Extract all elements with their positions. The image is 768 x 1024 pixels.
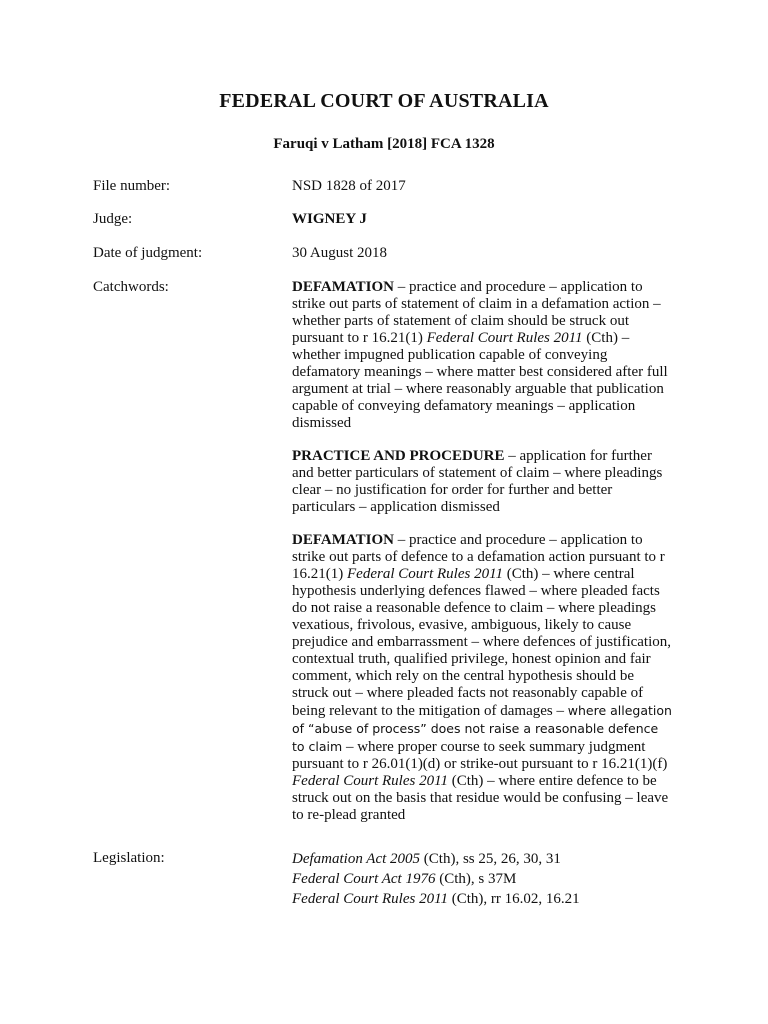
legislation-detail: (Cth), rr 16.02, 16.21 <box>447 891 580 907</box>
catchword-text: – where proper course to seek summary judgment pursuant to r 26.01(1)(d) or strike-out pursuant to r 16.21(1)(f) <box>292 739 668 772</box>
legislation-item <box>292 889 672 909</box>
legislation-list <box>292 849 672 909</box>
catchwords-label: Catchwords: <box>93 279 169 295</box>
legislation-label: Legislation: <box>93 850 165 866</box>
file-number-value: NSD 1828 of 2017 <box>292 178 406 194</box>
catchword-text: – practice and procedure – application to strike out parts of statement of claim in a defamation action – whether parts of statement of claim should be struck out pursuant to r 16.21(1) <box>292 279 661 346</box>
legislation-detail: (Cth), s 37M <box>435 871 517 887</box>
catchword-legislation-ref: Federal Court Rules 2011 <box>426 330 583 346</box>
catchword-paragraph <box>292 279 672 432</box>
date-value: 30 August 2018 <box>292 245 388 261</box>
catchword-heading: DEFAMATION <box>292 532 394 548</box>
legislation-act: Federal Court Act 1976 <box>292 871 436 887</box>
catchword-text: (Cth) – where entire defence to be struck out on the basis that residue would be confusing – leave to re-plead granted <box>292 773 669 823</box>
catchword-heading: DEFAMATION <box>292 279 394 295</box>
catchword-text: (Cth) – whether impugned publication capable of conveying defamatory meanings – where matter best considered after full argument at trial – where reasonably arguable that publication capable of conveying defamatory meanings – application dismissed <box>292 330 668 431</box>
catchword-legislation-ref: Federal Court Rules 2011 <box>347 566 503 582</box>
catchword-text: (Cth) – where central hypothesis underlying defences flawed – where pleaded facts do not raise a reasonable defence to claim – where pleadings vexatious, frivolous, evasive, ambiguous, likely to cause prejudice and embarrassment – where defences of justification, contextual truth, qualified privilege, honest opinion and fair comment, which rely on the central hypothesis should be struck out – where pleaded facts not reasonably capable of being relevant to the mitigation of damages – <box>292 566 672 719</box>
file-number-label: File number: <box>93 178 171 194</box>
date-label: Date of judgment: <box>93 245 203 261</box>
case-title: Faruqi v Latham [2018] FCA 1328 <box>273 136 495 152</box>
catchword-legislation-ref: Federal Court Rules 2011 <box>292 773 448 789</box>
court-title: FEDERAL COURT OF AUSTRALIA <box>219 90 549 112</box>
legislation-item <box>292 849 672 869</box>
judge-label: Judge: <box>93 211 133 227</box>
catchword-heading: PRACTICE AND PROCEDURE <box>292 448 505 464</box>
catchword-text: – application for further and better particulars of statement of claim – where pleadings clear – no justification for order for further and better particulars – application dismissed <box>292 448 663 515</box>
judge-value: WIGNEY J <box>292 211 367 227</box>
legislation-detail: (Cth), ss 25, 26, 30, 31 <box>420 851 561 867</box>
legislation-act: Defamation Act 2005 <box>292 851 421 867</box>
legislation-act: Federal Court Rules 2011 <box>292 891 448 907</box>
catchword-paragraph <box>292 448 672 516</box>
catchword-paragraph <box>292 532 672 824</box>
catchword-text: – practice and procedure – application to strike out parts of defence to a defamation action pursuant to r 16.21(1) <box>292 532 665 582</box>
legislation-item <box>292 869 672 889</box>
catchwords-value <box>292 279 672 824</box>
catchword-text: where allegation of “abuse of process” does not raise a reasonable defence to claim <box>292 703 672 754</box>
